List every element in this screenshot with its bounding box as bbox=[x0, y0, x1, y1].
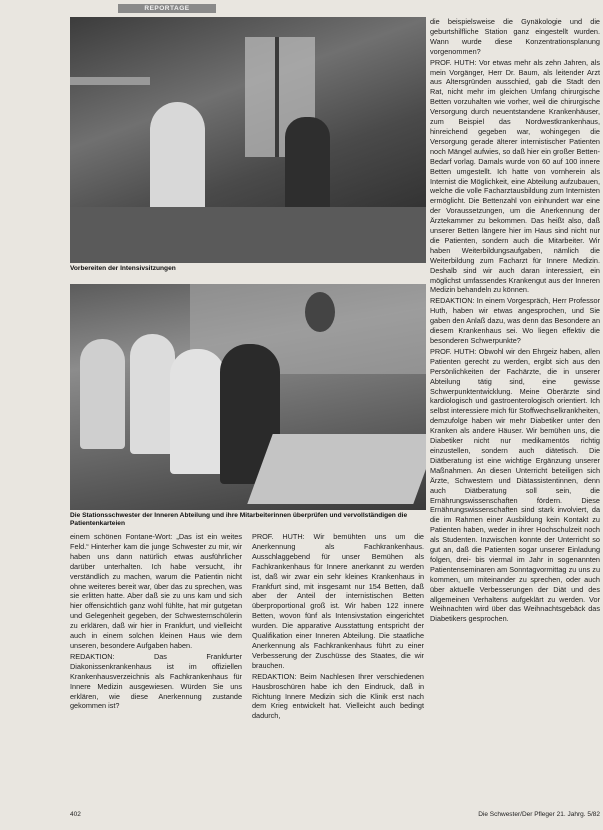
photo-nurses-records bbox=[70, 284, 426, 510]
paragraph-answer: PROF. HUTH: Vor etwas mehr als zehn Jahren, als mein Vorgänger, Herr Dr. Baum, als leitender Arzt aus Altersgründen ausschied, gab die Stadt den Rat, nicht mehr im gleichen Umfang chirurgische Betten vorzuhalten wie vorher, weil die chirurgische Versorgung durch neuentstandene Krankenhäuser, zum Beispiel das Nordwestkrankenhaus, hinreichend gegeben war, wohingegen die Versorgung gerade älterer internistischer Patienten noch Mängel aufwies, so daß hier ein großer Betten-Bedarf vorlag. Damals wurde von 60 auf 100 innere Betten umgestellt. Ich hatte von vornherein als Internist die Möglichkeit, eine Abteilung aufzubauen, welche die volle Facharztausbildung zum Internisten ermöglicht. Die Bettenzahl von einhundert war eine der Voraussetzungen, um die Anerkennung der Ärztekammer zu bekommen. Das heißt also, daß unserer Betten längere hier im Haus sind nicht nur die Patienten, sondern auch die Mitarbeiter. Wir haben Weiterbildungsaufgaben, nämlich die Weiterbildung zum Facharzt für Innere Medizin. Deshalb sind wir auch daran interessiert, ein möglichst umfassendes Krankengut aus der Inneren Medizin behandeln zu können. bbox=[430, 57, 600, 295]
section-label: REPORTAGE bbox=[118, 4, 216, 13]
photo1-caption: Vorbereiten der Intensivsitzungen bbox=[70, 265, 176, 272]
nurse-figure-left bbox=[150, 102, 205, 222]
paragraph: die beispielsweise die Gynäkologie und die geburtshilfliche Station ganz eingestellt wurden. Wann wurde diese Konzentrationsplanung vorgenommen? bbox=[430, 17, 600, 56]
photo-intensive-preparation bbox=[70, 17, 426, 263]
work-table bbox=[70, 207, 426, 263]
nurse-seated-2 bbox=[130, 334, 175, 454]
paragraph-question: REDAKTION: In einem Vorgespräch, Herr Professor Huth, haben wir etwas angesprochen, und Sie gaben den Anlaß dazu, was denn das Besondere an diesem Krankenhaus sei. Wo liegen effektiv die besonderen Schwerpunkte? bbox=[430, 296, 600, 345]
paragraph-question: REDAKTION: Beim Nachlesen Ihrer verschiedenen Hausbroschüren habe ich den Eindruck, daß in Richtung Innere Medizin sich die Klinik erst nach dem Krieg entwickelt hat. Vielleicht auch bedingt dadurch, bbox=[252, 671, 424, 721]
text-column-right bbox=[430, 17, 600, 807]
plant bbox=[305, 292, 335, 332]
desk-papers bbox=[247, 434, 426, 504]
photo2-caption: Die Stationsschwester der Inneren Abteilung und ihre Mitarbeiterinnen überprüfen und vervollständigen die Patientenkarteien bbox=[70, 512, 408, 527]
text-column-left bbox=[70, 532, 242, 808]
paragraph-answer: PROF. HUTH: Obwohl wir den Ehrgeiz haben, allen Patienten gerecht zu werden, ergibt sich aus den Persönlichkeiten der Fachärzte, die in unserer Abteilung tätig sind, eine gewisse Schwerpunktentwicklung. Meine Oberärzte sind kardiologisch und gastroenterologisch orientiert. Ich selbst interessiere mich für Stoffwechselkrankheiten, demzufolge haben wir mehr Diabetiker unter den Kranken als andere Häuser. Wir bemühen uns, die Diabetiker nicht nur medikamentös richtig einzustellen, sondern auch diätetisch. Die Diätberatung ist eine wichtige Ergänzung unserer Maßnahmen. An diesen Unterricht beteiligen sich Ärzte, Schwestern und Diätassistentinnen, denn auch Diätberatung soll sein, die Ernährungswissenschaften fördern. Diese Ernährungswissenschaften sind stark involviert, da die im Rahmen einer Ausbildung kein Kontakt zu Patienten haben, weder in ihrer Hochschulzeit noch als Studenten. Inzwischen konnte der Unterricht so gut an, daß die Patienten sogar unserer Einladung folgen, drei- bis viermal im Jahr in sogenannten Patientenseminaren am Sonntagvormittag zu uns zu kommen, um miteinander zu sprechen, oder auch über aktuelle Verbesserungen der Diät und des allgemeinen Verhaltens aufgeklärt zu werden. Vor Weihnachten wird über das Weihnachtsgebäck das Diabetikers gesprochen. bbox=[430, 346, 600, 624]
paragraph-answer: PROF. HUTH: Wir bemühten uns um die Anerkennung als Fachkrankenhaus. Ausschlaggebend für unser Bemühen als Fachkrankenhaus für Innere anerkannt zu werden ist, daß wir zwar ein sehr kleines Krankenhaus in Frankfurt sind, mit insgesamt nur 154 Betten, daß aber der Anteil der internistischen Betten überproportional groß ist. Wir haben 122 innere Betten, wovon fünf als Intensivstation eingerichtet wurden. Die apparative Ausstattung entspricht der Qualifikation einer Inneren Abteilung. Die staatliche Anerkennung als Fachkrankenhaus führt zu einer Verbesserung der Zuschüsse des Staates, die wir brauchen. bbox=[252, 532, 424, 670]
journal-footer: Die Schwester/Der Pfleger 21. Jahrg. 5/82 bbox=[478, 811, 600, 818]
paragraph-question: REDAKTION: Das Frankfurter Diakonissenkrankenhaus ist im offiziellen Krankenhausverzeichnis als Fachkrankenhaus für Innere Medizin ausgewiesen. Würden Sie uns erklären, wie diese Anerkennung zustande gekommen ist? bbox=[70, 651, 242, 711]
window-frame bbox=[275, 37, 279, 157]
page-number: 402 bbox=[70, 811, 81, 818]
paragraph: einem schönen Fontane-Wort: „Das ist ein weites Feld.“ Hinterher kam die junge Schwester zu mir, wir haben uns dann natürlich etwas ausführlicher darüber unterhalten. Ich habe versucht, ihr verständlich zu machen, warum die Patientin nicht ohne weiteres bereit war, über das zu sprechen, was sie erlitten hatte. Aber daß sie zu uns kam und sich hier offensichtlich ganz wohl fühlte, hat mir gutgetan und Gelegenheit gegeben, der Schwesternschülerin zu erklären, daß wir hier in Frankfurt, und vielleicht auch in einem solchen kleinen Haus wie dem unseren, besondere Aufgaben haben. bbox=[70, 532, 242, 650]
text-column-middle bbox=[252, 532, 424, 808]
nurse-seated-3 bbox=[170, 349, 225, 474]
nurse-seated-1 bbox=[80, 339, 125, 449]
shelf bbox=[70, 77, 150, 85]
